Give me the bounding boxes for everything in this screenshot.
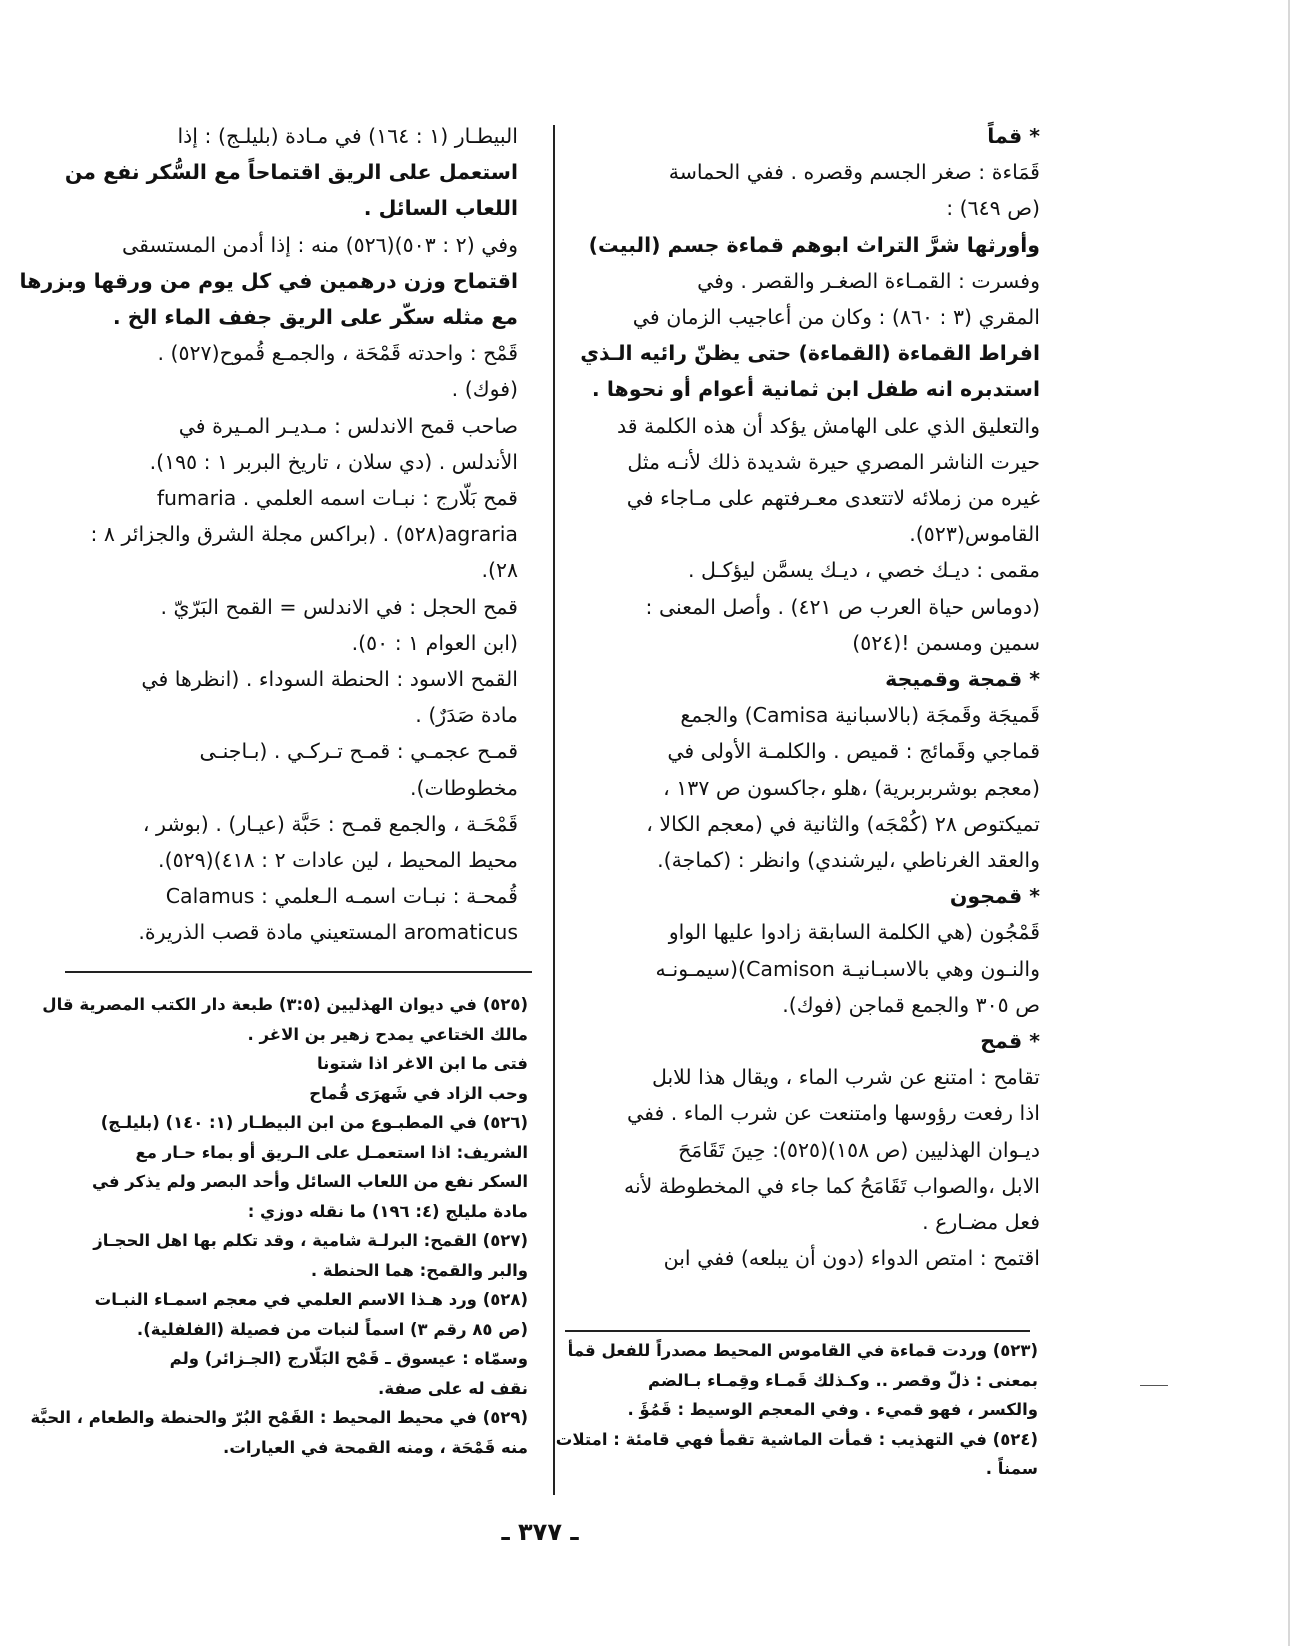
text-line: agraria(٥٢٨) . (براكس مجلة الشرق والجزائر ٨ : [90,522,518,547]
text-line: اذا رفعت رؤوسها وامتنعت عن شرب الماء . ففي [627,1101,1040,1126]
footnote-line: والبر والقمح: هما الحنطة . [310,1260,528,1280]
text-line: فعل مضـارع . [922,1210,1040,1235]
footnote-line: (٥٢٤) في التهذيب : قمأت الماشية تقمأ فهي قامئة : امتلات [555,1429,1038,1449]
text-line: المقري (٣ : ٨٦٠) : وكان من أعاجيب الزمان في [632,305,1040,330]
text-line: قمح بَلّارج : نبـات اسمه العلمي . fumaria [156,486,518,511]
text-line: مع مثله سكّر على الريق جفف الماء الخ . [112,305,518,330]
footnote-line: سمناً . [985,1459,1038,1478]
footnote-line: مالك الختاعي يمدح زهير بن الاغر . [247,1024,528,1044]
footnote-line: (٥٢٩) في محيط المحيط : القَمْح البُرّ والحنطة والطعام ، الحبَّة [30,1408,528,1427]
footnote-line: (٥٢٥) في ديوان الهذليين (٣:٥) طبعة دار الكتب المصرية قال [42,995,528,1014]
text-line: مادة صَدَرٌ) . [415,703,518,728]
text-line: قُمحـة : نبـات اسمـه الـعلمي : Calamus [165,884,518,909]
text-line: (فوك) . [451,377,518,402]
text-line: ديـوان الهذليين (ص ١٥٨)(٥٢٥): حِينَ تَقَامَحَ [678,1137,1040,1162]
page-edge-shadow [1288,0,1290,1646]
footnote-line: وسمّاه : عيسوق ـ قَمْح البَلّارج (الجـزائر) ولم [169,1349,528,1368]
footnote-line: وحب الزاد في شَهرَى قُماح [309,1083,528,1103]
text-line: ص ٣٠٥ والجمع قماجن (فوك). [782,992,1040,1017]
footnote-line: (٥٢٨) ورد هـذا الاسم العلمي في معجم اسمـاء النبـات [94,1290,528,1309]
text-line: ٢٨). [481,558,518,583]
text-line: * قمجون [949,884,1040,909]
footnotes-right [555,1336,1038,1484]
text-line: قماجي وقَمائج : قميص . والكلمـة الأولى في [667,739,1040,764]
text-line: (ابن العوام ١ : ٥٠). [351,630,518,655]
text-line: قمـح عجمـي : قمـح تـركـي . (بـاجنـى [199,739,518,764]
text-line: قمح الحجل : في الاندلس = القمح البَرّيّ . [160,594,518,619]
footnote-line: منه قَمْحَة ، ومنه القمحة في العيارات. [223,1437,528,1457]
text-line: استدبره انه طفل ابن ثمانية أعوام أو نحوها . [591,377,1040,402]
text-line: قَميجَة وقَمجَة (بالاسبانية Camisa) والجمع [680,703,1040,728]
footnote-rule-right [565,1330,1030,1332]
text-line: * قمجة وقميجة [885,667,1040,692]
text-line: اللعاب السائل . [363,196,518,221]
footnote-line: فتى ما ابن الاغر اذا شتونا [316,1054,528,1073]
text-line: غيره من زملائه لاتتعدى معـرفتهم على مـاجاء في [626,486,1040,511]
text-line: aromaticus المستعيني مادة قصب الذريرة. [138,920,518,945]
right-column [570,118,1040,1277]
text-line: قَمْحَـة ، والجمع قمـح : حَبَّة (عيـار) . (بوشر ، [142,811,518,836]
footnote-line: (٥٢٧) القمح: البرلـة شامية ، وقد تكلم بها اهل الحجـاز [93,1231,528,1250]
text-line: اقتماح وزن درهمين في كل يوم من ورقها وبزرها [19,268,518,293]
text-line: مقمى : ديـك خصي ، ديـك يسمَّن ليؤكـل . [688,558,1040,583]
footnote-line: (٥٢٦) في المطبـوع من ابن البيطـار (١: ١٤٠) (بليلـج) [100,1113,528,1132]
footnotes-left [30,990,528,1462]
text-line: وفي (٢ : ٥٠٣)(٥٢٦) منه : إذا أدمن المستسقى [122,232,518,257]
text-line: البيطـار (١ : ١٦٤) في مـادة (بليلـج) : إذا [177,124,518,148]
text-line: الابل ،والصواب تَقَامَحُ كما جاء في المخطوطة لأنه [623,1173,1040,1198]
text-line: استعمل على الريق اقتماحاً مع السُّكر نفع من [64,160,518,185]
footnote-rule-left [65,971,532,973]
text-line: قَمْح : واحدته قَمْحَة ، والجمـع قُموح(٥٢٧) . [157,341,518,366]
text-line: قَمْجُون (هي الكلمة السابقة زادوا عليها الواو [668,920,1040,945]
footnote-line: مادة مليلج (٤: ١٩٦) ما نقله دوزي : [247,1201,528,1221]
footnote-line: بمعنى : ذلّ وقصر .. وكـذلك قَمـاء وقِمـاء بـالضم [648,1370,1038,1390]
text-line: اقتمح : امتص الدواء (دون أن يبلعه) ففي ابن [663,1246,1040,1271]
text-line: والعقد الغرناطي ،ليرشندي) وانظر : (كماجة). [657,848,1040,873]
footnote-line: السكر نفع من اللعاب السائل وأحد البصر ولم يذكر في [92,1172,528,1191]
text-line: * قمح [980,1029,1040,1054]
text-line: تميكتوص ٢٨ (كُمْجَه) والثانية في (معجم الكالا ، [646,811,1040,836]
margin-tick [1140,1385,1168,1386]
text-line: (ص ٦٤٩) : [946,196,1040,221]
page-number: ـ ٣٧٧ ـ [501,1518,579,1546]
text-line: حيرت الناشر المصري حيرة شديدة ذلك لأنـه مثل [627,449,1040,474]
text-line: وفسرت : القمـاءة الصغـر والقصر . وفي [697,268,1040,293]
text-line: سمين ومسمن !(٥٢٤) [852,630,1040,655]
footnote-line: والكسر ، فهو قميء . وفي المعجم الوسيط : قَمُؤَ . [627,1400,1038,1419]
text-line: * قماً [987,124,1040,148]
text-line: افراط القماءة (القماءة) حتى يظنّ رائيه الـذي [580,341,1040,366]
text-line: صاحب قمح الاندلس : مـديـر المـيرة في [178,413,518,438]
text-line: (دوماس حياة العرب ص ٤٢١) . وأصل المعنى : [645,594,1040,619]
text-line: والنـون وهي بالاسبـانيـة Camison)(سيمـونـه [655,956,1040,981]
footnote-line: الشريف: اذا استعمـل على الـريق أو بماء حـار مع [135,1142,528,1162]
column-divider [553,125,555,1495]
text-line: القاموس(٥٢٣). [909,522,1040,547]
text-line: (معجم بوشربربرية) ،هلو ،جاكسون ص ١٣٧ ، [663,775,1040,800]
footnote-line: (ص ٨٥ رقم ٣) اسماً لنبات من فصيلة (الفلفلية). [136,1319,528,1339]
text-line: قَمَاءة : صغر الجسم وقصره . ففي الحماسة [668,160,1040,185]
text-line: الأندلس . (دي سلان ، تاريخ البربر ١ : ١٩٥). [149,449,518,474]
text-line: القمح الاسود : الحنطة السوداء . (انظرها في [141,667,518,692]
text-line: محيط المحيط ، لين عادات ٢ : ٤١٨)(٥٢٩). [158,848,518,873]
text-line: تقامح : امتنع عن شرب الماء ، ويقال هذا للابل [651,1065,1040,1090]
footnote-line: (٥٢٣) وردت قماءة في القاموس المحيط مصدراً للفعل قمأ [567,1341,1038,1360]
text-line: مخطوطات). [410,775,518,800]
left-column [19,118,518,951]
text-line: وأورثها شرَّ التراث ابوهم قماءة جسم (البيت) [588,232,1040,257]
footnote-line: نقف له على صفة. [378,1378,528,1398]
text-line: والتعليق الذي على الهامش يؤكد أن هذه الكلمة قد [616,413,1040,438]
